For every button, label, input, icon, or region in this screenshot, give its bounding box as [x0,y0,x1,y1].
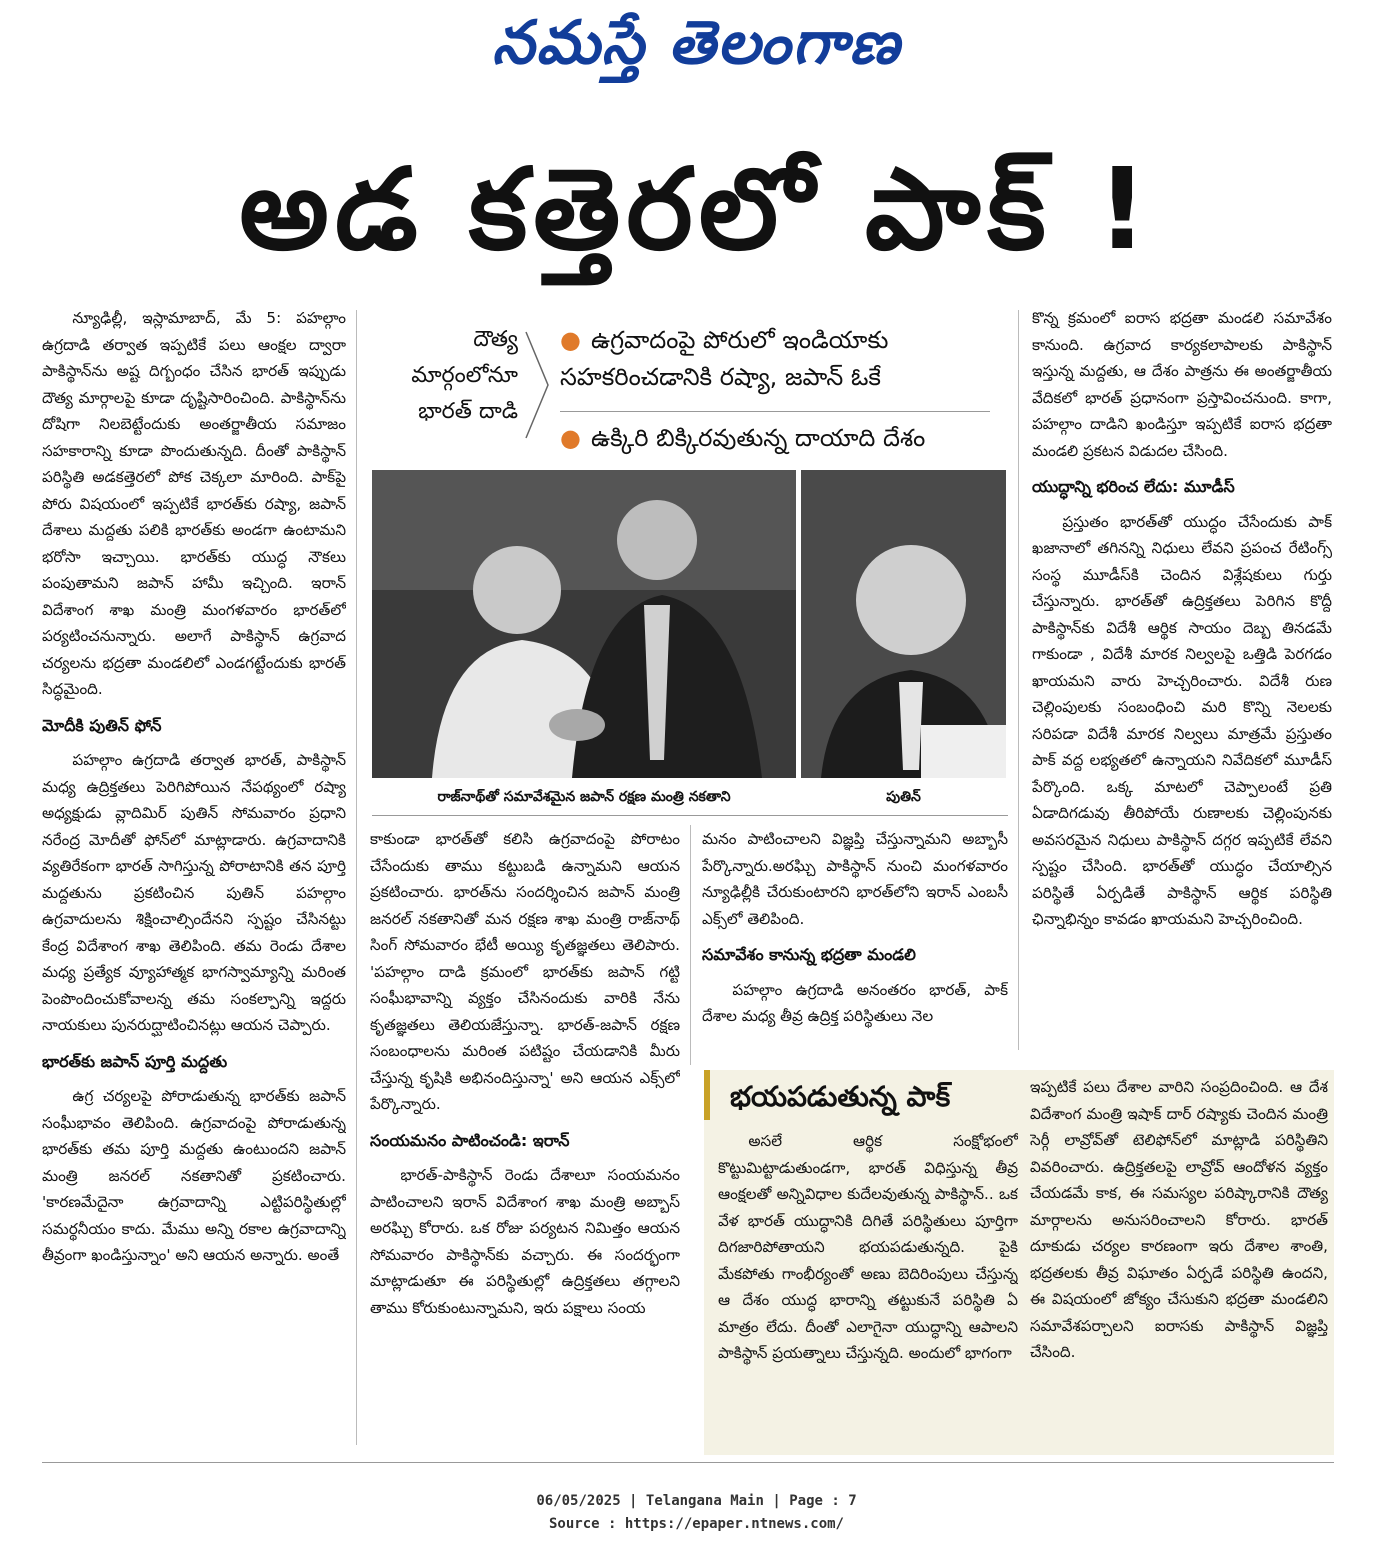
deck-left [350,322,518,430]
photo-divider [372,815,1008,816]
paragraph: కాకుండా భారత్‌తో కలిసి ఉగ్రవాదంపై పోరాటం చేసేందుకు తాము కట్టుబడి ఉన్నామని ఆయన ప్రకటించారు. భారత్‌ను సందర్శించిన జపాన్ మంత్రి జనరల్ నకతానితో మన రక్షణ శాఖ మంత్రి రాజ్‌నాథ్ సింగ్ సోమవారం భేటీ అయ్యి కృతజ్ఞతలు తెలిపారు. 'పహల్గాం దాడి క్రమంలో భారత్‌కు జపాన్ గట్టి సంఘీభావాన్ని వ్యక్తం చేసినందుకు వారికి నేను కృతజ్ఞతలు తెలియజేస్తున్నా. భారత్-జపాన్ రక్షణ సంబంధాలను మరింత పటిష్టం చేయడానికి మీరు చేస్తున్న కృషికి అభినందిస్తున్నా' అని ఆయన ఎక్స్‌లో పేర్కొన్నారు. [370,830,680,1113]
deck-left-line: మార్గంలోనూ [411,363,518,388]
headline: అడ కత్తెరలో పాక్ ! [239,145,1154,275]
article-column-1 [42,305,346,1445]
paragraph: ప్రస్తుతం భారత్‌తో యుద్ధం చేసేందుకు పాక్ ఖజానాలో తగినన్ని నిధులు లేవని ప్రపంచ రేటింగ్స్ సంస్థ మూడీస్‌కి చెందిన విశ్లేషకులు గుర్తు చేస్తున్నారు. భారత్‌తో ఉద్రిక్తతలు పెరిగిన కొద్దీ పాకిస్థాన్‌కు విదేశీ ఆర్థిక సాయం దెబ్బ తినడమే గాకుండా , విదేశీ మారక నిల్వలపై ఒత్తిడి పెరగడం ఖాయమని వారు హెచ్చరించారు. విదేశీ రుణ చెల్లింపులకు సంబంధించి మరి కొన్ని నెలలకు సరిపడా విదేశీ మారక నిల్వలు మాత్రమే ప్రస్తుతం పాక్ వద్ద లభ్యతలో ఉన్నాయని నివేదికలో మూడీస్ పేర్కొంది. ఒక్క మాటలో చెప్పాలంటే ప్రతి ఏడాదిగడువు తీరిపోయే రుణాలకు చెల్లింపునకు అవసరమైన నిధులు పాకిస్థాన్ దగ్గర ఇప్పటికే లేవని స్పష్టం చేసింది. భారత్‌తో యుద్ధం చేయాల్సిన పరిస్థితే ఏర్పడితే పాకిస్థాన్ ఆర్థిక పరిస్థితి ఛిన్నాభిన్నం కావడం ఖాయమని హెచ్చరించింది. [1032,512,1332,928]
box-title: భయపడుతున్న పాక్ [730,1080,951,1113]
article-column-3 [702,826,1008,1061]
deck-left-line: దౌత్య [473,327,518,352]
subheading: సంయమనం పాటించండి: ఇరాన్ [370,1130,570,1150]
paragraph: అసలే ఆర్థిక సంక్షోభంలో కొట్టుమిట్టాడుతుండగా, భారత్ విధిస్తున్న తీవ్ర ఆంక్షలతో అన్నివిధాల కుదేలవుతున్న పాకిస్థాన్.. ఒక వేళ భారత్ యుద్ధానికి దిగితే పరిస్థితులు పూర్తిగా దిగజారిపోతాయని భయపడుతున్నది. పైకి మేకపోతు గాంభీర్యంతో అణు బెదిరింపులు చేస్తున్న ఆ దేశం యుద్ధ భారాన్ని తట్టుకునే పరిస్థితి ఏ మాత్రం లేదు. దీంతో ఎలాగైనా యుద్ధాన్ని ఆపాలని పాకిస్థాన్ ప్రయత్నాలు చేస్తున్నది. అందులో భాగంగా [718,1132,1018,1362]
caption-photo1: రాజ్‌నాథ్‌తో సమావేశమైన జపాన్ రక్షణ మంత్రి నకతాని [437,789,731,805]
bullet-icon: ● [560,326,581,354]
photo-illustration [372,470,796,778]
deck-item-2 [560,420,1000,457]
deck-item-text: ఉగ్రవాదంపై పోరులో ఇండియాకు సహకరించడానికి రష్యా, జపాన్ ఓకే [560,326,889,391]
paragraph: ఉగ్ర చర్యలపై పోరాడుతున్న భారత్‌కు జపాన్ సంఘీభావం తెలిపింది. ఉగ్రవాదంపై పోరాడుతున్న భారత్‌కు తమ పూర్తి మద్దతు ఉంటుందని జపాన్ మంత్రి జనరల్ నకతానితో ప్రకటించారు. 'కారణమేదైనా ఉగ్రవాదాన్ని ఎట్టిపరిస్థితుల్లో సమర్థనీయం కాదు. మేము అన్ని రకాల ఉగ్రవాదాన్ని తీవ్రంగా ఖండిస్తున్నాం' అని ఆయన అన్నారు. అంతే [42,1087,346,1264]
box-column-right [1030,1074,1328,1450]
masthead: నమస్తే తెలంగాణ [491,8,902,78]
paragraph: భారత్-పాకిస్థాన్ రెండు దేశాలూ సంయమనం పాటించాలని ఇరాన్ విదేశాంగ శాఖ మంత్రి అబ్బాస్ అరఘ్చి కోరారు. ఒక రోజు పర్యటన నిమిత్తం ఆయన సోమవారం పాకిస్థాన్‌కు వచ్చారు. ఈ సందర్భంగా మాట్లాడుతూ ఈ పరిస్థితుల్లో ఉద్రిక్తతలు తగ్గాలని తాము కోరుకుంటున్నామని, ఇరు పక్షాలు సంయ [370,1166,680,1317]
deck-item-text: ఉక్కిరి బిక్కిరవుతున్న దాయాది దేశం [590,424,926,452]
footer-source: Source : https://epaper.ntnews.com/ [548,1516,844,1532]
caption-photo2: పుతిన్ [886,789,921,805]
photo-illustration [801,470,1006,778]
article-column-4 [1032,305,1332,1060]
bullet-icon: ● [560,424,581,452]
column-rule [356,310,357,1445]
paragraph: పహల్గాం ఉగ్రదాడి అనంతరం భారత్, పాక్ దేశాల మధ్య తీవ్ర ఉద్రిక్త పరిస్థితులు నెల [702,980,1008,1025]
subheading: సమావేశం కానున్న భద్రతా మండలి [702,945,916,964]
photo-rajnath-nakatani [372,470,796,778]
box-column-left [718,1128,1018,1450]
deck-item-1 [560,322,990,396]
footer-date: 06/05/2025 | Telangana Main | Page : 7 [536,1493,857,1509]
deck-bracket [522,330,552,440]
bottom-rule [42,1462,1334,1463]
sidebar-box [704,1070,1334,1455]
paragraph: ఇప్పటికే పలు దేశాల వారిని సంప్రదించింది. ఆ దేశ విదేశాంగ మంత్రి ఇషాక్ దార్ రష్యాకు చెందిన మంత్రి సెర్గీ లావ్రోవ్‌తో టెలిఫోన్‌లో మాట్లాడి పరిస్థితిని వివరించారు. ఉద్రిక్తతలపై లావ్రోవ్ ఆందోళన వ్యక్తం చేయడమే కాక, ఈ సమస్యల పరిష్కారానికి దౌత్య మార్గాలను అనుసరించాలని కోరారు. భారత్ దూకుడు చర్యల కారణంగా ఇరు దేశాల శాంతి, భద్రతలకు తీవ్ర విఘాతం ఏర్పడే పరిస్థితి ఉందని, ఈ విషయంలో జోక్యం చేసుకుని భద్రతా మండలిని సమావేశపర్చాలని ఐరాసకు పాకిస్థాన్ విజ్ఞప్తి చేసింది. [1030,1078,1328,1361]
article-column-2 [370,826,680,1446]
deck-left-line: భారత్ దాడి [418,399,518,424]
paragraph: కొన్న క్రమంలో ఐరాస భద్రతా మండలి సమావేశం కానుంది. ఉగ్రవాద కార్యకలాపాలకు పాకిస్థాన్ ఇస్తున్న మద్దతు, ఆ దేశం పాత్రను ఈ అంతర్జాతీయ వేదికలో భారత్ ప్రధానంగా ప్రస్తావించనుంది. కాగా, పహల్గాం దాడిని ఖండిస్తూ ఇప్పటికే ఐరాస భద్రతా మండలి ప్రకటన విడుదల చేసింది. [1032,309,1332,460]
subheading: మోదీకి పుతిన్ ఫోన్ [42,715,162,735]
column-rule [1018,310,1019,1050]
photo-putin [801,470,1006,778]
paragraph: మనం పాటించాలని విజ్ఞప్తి చేస్తున్నామని అబ్బాసీ పేర్కొన్నారు.అరఘ్చి పాకిస్థాన్ నుంచి మంగళవారం న్యూఢిల్లీకి చేరుకుంటారని భారత్‌లోని ఇరాన్ ఎంబసీ ఎక్స్‌లో తెలిపింది. [702,830,1008,928]
subheading: భారత్‌కు జపాన్ పూర్తి మద్దతు [42,1051,228,1071]
paragraph: న్యూఢిల్లీ, ఇస్లామాబాద్, మే 5: పహల్గాం ఉగ్రదాడి తర్వాత ఇప్పటికే పలు ఆంక్షల ద్వారా పాకిస్థాన్‌ను అష్ట దిగ్బంధం చేసిన భారత్ ఇప్పుడు దౌత్య మార్గాలపై కూడా దృష్టిసారించింది. పాకిస్థాన్‌ను దోషిగా నిలబెట్టేందుకు అంతర్జాతీయ సమాజం సహకారాన్ని కూడా పొందుతున్నది. దీంతో పాకిస్థాన్ పరిస్థితి అడకత్తెరలో పోక చెక్కలా మారింది. పాక్‌పై పోరు విషయంలో ఇప్పటికే భారత్‌కు రష్యా, జపాన్ దేశాలు మద్దతు పలికి భారత్‌కు అండగా ఉంటామని భరోసా ఇచ్చాయి. భారత్‌కు యుద్ధ నౌకలు పంపుతామని జపాన్ హామీ ఇచ్చింది. ఇరాన్ విదేశాంగ శాఖ మంత్రి మంగళవారం భారత్‌లో పర్యటించనున్నారు. అలాగే పాకిస్థాన్ ఉగ్రవాద చర్యలను భద్రతా మండలిలో ఎండగట్టేందుకు భారత్ సిద్ధమైంది. [42,309,346,698]
deck-divider [560,411,990,412]
subheading: యుద్ధాన్ని భరించ లేదు: మూడీస్ [1032,477,1235,496]
box-accent [704,1070,710,1120]
column-rule [690,825,691,1065]
paragraph: పహల్గాం ఉగ్రదాడి తర్వాత భారత్, పాకిస్థాన్ మధ్య ఉద్రిక్తతలు పెరిగిపోయిన నేపథ్యంలో రష్యా అధ్యక్షుడు వ్లాదిమిర్ పుతిన్ సోమవారం ప్రధాని నరేంద్ర మోదీతో ఫోన్‌లో మాట్లాడారు. ఉగ్రవాదానికి వ్యతిరేకంగా భారత్ సాగిస్తున్న పోరాటానికి తన పూర్తి మద్దతును ప్రకటించిన పుతిన్ పహల్గాం ఉగ్రవాదులను శిక్షించాల్సిందేనని స్పష్టం చేసినట్టు కేంద్ర విదేశాంగ శాఖ తెలిపింది. తమ రెండు దేశాల మధ్య ప్రత్యేక వ్యూహాత్మక భాగస్వామ్యాన్ని మరింత పెంపొందించుకోవాలన్న తమ సంకల్పాన్ని ఇద్దరు నాయకులు పునరుద్ఘాటించినట్లు ఆయన చెప్పారు. [42,751,346,1034]
